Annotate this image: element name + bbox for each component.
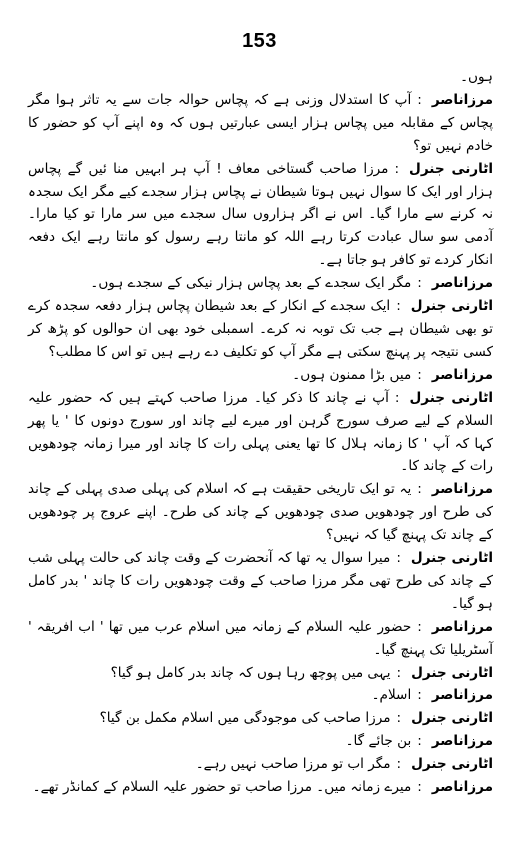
separator: : — [417, 779, 422, 796]
paragraph-8 — [28, 478, 493, 547]
speaker-label: اٹارنی جنرل — [411, 664, 493, 681]
paragraph-4 — [28, 272, 493, 295]
transcript-body — [28, 66, 493, 799]
speaker-label: مرزاناصر — [431, 618, 493, 635]
paragraph-text: میرے زمانہ میں۔ مرزا صاحب تو حضور علیہ السلام کے کمانڈر تھے۔ — [32, 779, 412, 796]
paragraph-3 — [28, 158, 493, 273]
separator: : — [394, 389, 400, 406]
paragraph-text: مرزا صاحب کی موجودگی میں اسلام مکمل بن گیا؟ — [99, 710, 391, 727]
paragraph-text: میرا سوال یہ تھا کہ آنحضرت کے وقت چاند کی حالت پہلی شب کے چاند کی طرح تھی مگر مرزا صاحب کے وقت چودھویں رات کا چاند ' بدر کامل ہو گیا۔ — [28, 550, 493, 612]
speaker-label: اٹارنی جنرل — [410, 550, 493, 567]
speaker-label: مرزاناصر — [431, 779, 493, 796]
speaker-label: اٹارنی جنرل — [411, 756, 493, 773]
page-number: 153 — [242, 30, 277, 52]
speaker-label: مرزاناصر — [431, 481, 493, 498]
paragraph-text: ایک سجدے کے انکار کے بعد شیطان پچاس ہزار دفعہ سجدہ کرے تو بھی شیطان ہے جب تک توبہ نہ کرے۔ اسمبلی خود بھی ان حوالوں کو پڑھ کر کسی نتیجہ پر پہنچ سکتی ہے مگر آپ کو تکلیف دے رہے ہیں تو اس کا مطلب؟ — [28, 298, 493, 360]
paragraph-text: یہ تو ایک تاریخی حقیقت ہے کہ اسلام کی پہلی صدی پہلی کے چاند کی طرح اور چودھویں صدی چودھویں کے چاند کی طرح۔ اپنے عروج پر چودھویں کے چاند تک پہنچ گیا کہ نہیں؟ — [28, 481, 493, 544]
paragraph-13 — [28, 707, 493, 730]
speaker-label: اٹارنی جنرل — [409, 389, 493, 406]
paragraph-text: میں بڑا ممنون ہوں۔ — [292, 366, 412, 383]
separator: : — [396, 710, 402, 727]
paragraph-10 — [28, 616, 493, 662]
separator: : — [396, 298, 401, 315]
separator: : — [417, 618, 422, 635]
speaker-label: مرزاناصر — [431, 733, 493, 750]
paragraph-text: مگر اب تو مرزا صاحب نہیں رہے۔ — [195, 756, 391, 773]
paragraph-16 — [28, 776, 493, 799]
separator: : — [417, 687, 422, 704]
paragraph-15 — [28, 753, 493, 776]
separator: : — [417, 91, 422, 108]
paragraph-11 — [28, 662, 493, 685]
speaker-label: اٹارنی جنرل — [411, 710, 493, 727]
paragraph-text: آپ نے چاند کا ذکر کیا۔ مرزا صاحب کہتے ہیں کہ حضور علیہ السلام کے لیے صرف سورج گرہن اور میرے لیے چاند اور سورج دونوں کا ' یا پھر کہا کہ آپ ' کا زمانہ ہلال کا تھا یعنی پہلی رات کا چاند اور میرا زمانہ چودھویں رات کے چاند کا۔ — [28, 389, 493, 475]
paragraph-text: یہی میں پوچھ رہا ہوں کہ چاند بدر کامل ہو گیا؟ — [110, 664, 391, 681]
separator: : — [396, 664, 402, 681]
speaker-label: مرزاناصر — [431, 687, 493, 704]
speaker-label: مرزاناصر — [431, 366, 493, 383]
paragraph-text: بن جائے گا۔ — [345, 733, 412, 750]
separator: : — [396, 756, 402, 773]
paragraph-text: مرزا صاحب گستاخی معاف ! آپ ہر ابہیں منا ئیں گے پچاس ہزار اور ایک کا سوال نہیں ہوتا شیطان نے پچاس ہزار سجدے کیے مگر ایک سجدہ نہ کرنے سے مارا گیا۔ اس نے اگر ہزاروں سال سجدے میں سر مارا تو کیا مارا۔ آدمی سو سال عبادت کرتا رہے اللہ کو مانتا رہے رسول کو مانتا رہے ایک دفعہ انکار کردے تو کافر ہو جاتا ہے۔ — [28, 160, 493, 269]
separator: : — [394, 160, 400, 177]
paragraph-2 — [28, 89, 493, 158]
speaker-label: اٹارنی جنرل — [410, 298, 493, 315]
paragraph-text: اسلام۔ — [371, 687, 412, 704]
separator: : — [417, 733, 422, 750]
paragraph-6 — [28, 364, 493, 387]
paragraph-text: حضور علیہ السلام کے زمانہ میں اسلام عرب میں تھا ' اب افریقہ ' آسٹریلیا تک پہنچ گیا۔ — [28, 618, 493, 658]
paragraph-text: ہوں۔ — [460, 69, 493, 85]
separator: : — [417, 275, 422, 292]
paragraph-text: آپ کا استدلال وزنی ہے کہ پچاس حوالہ جات سے یہ تاثر ہوا مگر پچاس کے مقابلہ میں پچاس ہزار ایسی عبارتیں ہوں کہ وہ اپنے آپ کو حضور کا خادم نہیں تو؟ — [28, 91, 493, 154]
paragraph-9 — [28, 547, 493, 616]
paragraph-14 — [28, 730, 493, 753]
paragraph-text: مگر ایک سجدے کے بعد پچاس ہزار نیکی کے سجدے ہوں۔ — [90, 275, 412, 292]
paragraph-1 — [28, 66, 493, 89]
separator: : — [396, 550, 401, 567]
paragraph-5 — [28, 295, 493, 364]
separator: : — [417, 481, 422, 498]
speaker-label: مرزاناصر — [431, 91, 493, 108]
paragraph-7 — [28, 387, 493, 479]
separator: : — [417, 366, 422, 383]
speaker-label: مرزاناصر — [431, 275, 493, 292]
paragraph-12 — [28, 684, 493, 707]
speaker-label: اٹارنی جنرل — [409, 160, 493, 177]
